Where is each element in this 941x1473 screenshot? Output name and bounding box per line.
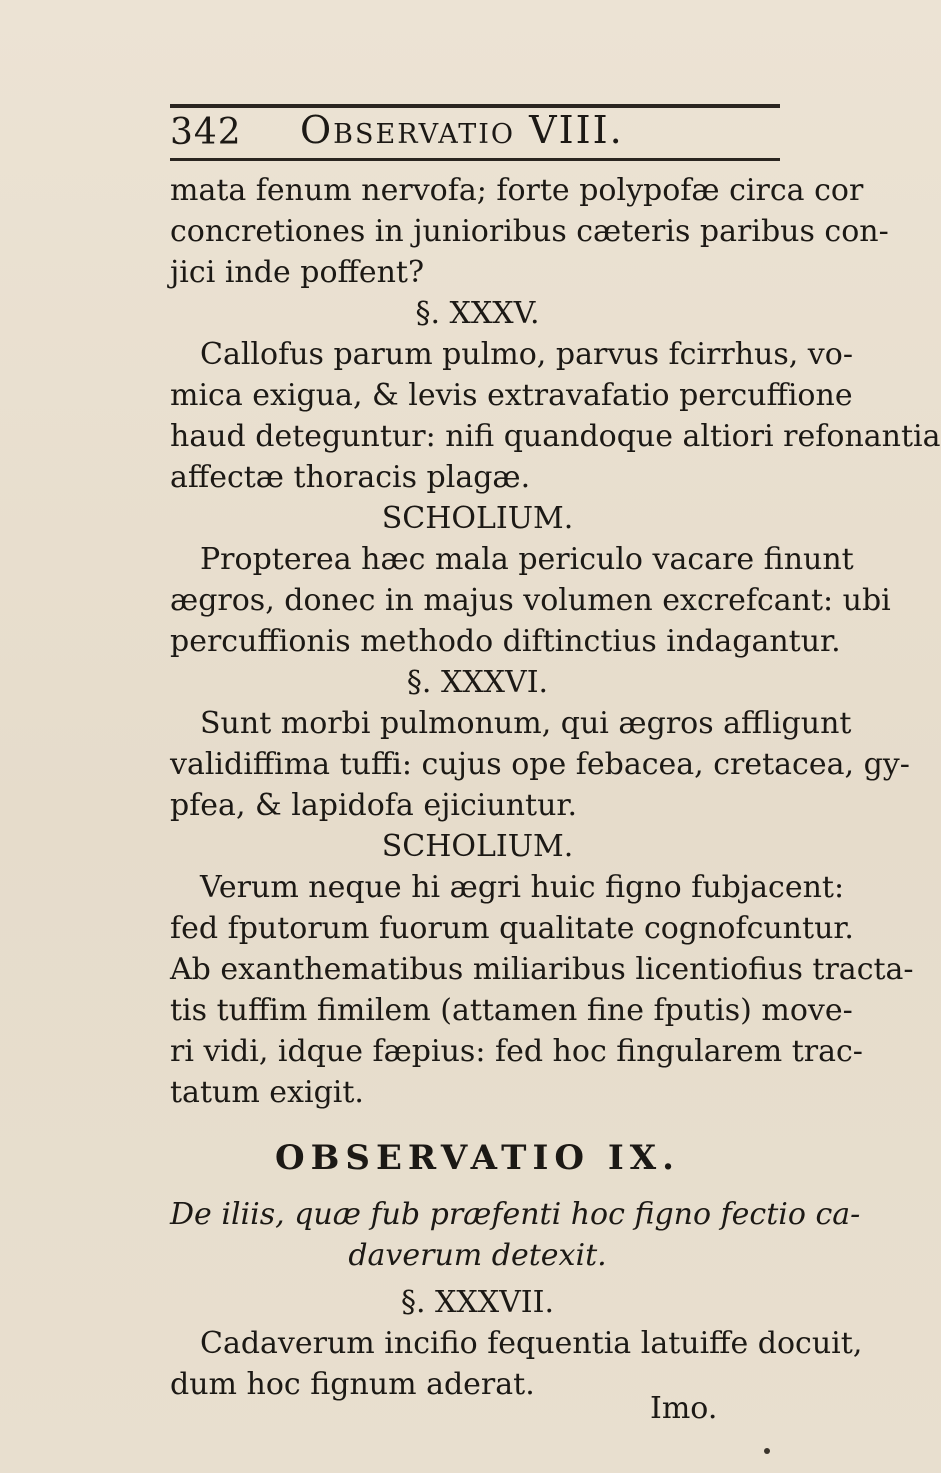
- text-line: Propterea hæc mala periculo vacare finunt: [200, 542, 854, 577]
- text-line: haud deteguntur: nifi quandoque altiori refonantia: [170, 419, 941, 454]
- body-text: [170, 170, 941, 1113]
- text-line: mata fenum nervofa; forte polypofæ circa cor: [170, 173, 864, 208]
- text-line: Verum neque hi ægri huic figno fubjacent:: [200, 870, 845, 905]
- scholium-heading: SCHOLIUM.: [381, 501, 574, 536]
- section-heading: §. XXXVI.: [406, 665, 549, 700]
- text-line: ri vidi, idque fæpius: fed hoc fingularem trac-: [170, 1034, 863, 1069]
- text-line: Sunt morbi pulmonum, qui ægros affligunt: [200, 706, 852, 741]
- page-number: 342: [170, 112, 242, 153]
- running-title: Observatio VIII.: [300, 108, 624, 152]
- text-line: validiffima tuffi: cujus ope febacea, cretacea, gy-: [170, 747, 910, 782]
- text-line: affectæ thoracis plagæ.: [170, 460, 531, 495]
- observation-subtitle-line: daverum detexit.: [348, 1238, 607, 1273]
- text-line: tatum exigit.: [170, 1075, 364, 1110]
- text-line: pfea, & lapidofa ejiciuntur.: [170, 788, 577, 823]
- header-rule-bottom: [170, 158, 780, 161]
- observation-title: OBSERVATIO IX.: [275, 1138, 680, 1178]
- text-line: Ab exanthematibus miliaribus licentiofius tracta-: [170, 952, 914, 987]
- catchword: Imo.: [650, 1391, 718, 1426]
- text-line: ægros, donec in majus volumen excrefcant: ubi: [170, 583, 891, 618]
- text-line: tis tuffim fimilem (attamen fine fputis) move-: [170, 993, 853, 1028]
- scholium-heading: SCHOLIUM.: [381, 829, 574, 864]
- section-heading: §. XXXVII.: [400, 1285, 555, 1320]
- observation-subtitle: [170, 1194, 861, 1276]
- observation-subtitle-line: De iliis, quæ fub præfenti hoc figno fectio ca-: [170, 1197, 861, 1232]
- observation-body: [170, 1282, 863, 1405]
- section-heading: §. XXXV.: [415, 296, 540, 331]
- text-line: concretiones in junioribus cæteris paribus con-: [170, 214, 889, 249]
- ink-speck: [764, 1448, 770, 1454]
- text-line: mica exigua, & levis extravafatio percuffione: [170, 378, 853, 413]
- text-line: Callofus parum pulmo, parvus fcirrhus, vo-: [200, 337, 853, 372]
- text-line: Cadaverum incifio fequentia latuiffe docuit,: [200, 1326, 863, 1361]
- text-line: percuffionis methodo diftinctius indagantur.: [170, 624, 841, 659]
- observation-ix: [170, 1138, 785, 1179]
- text-line: fed fputorum fuorum qualitate cognofcuntur.: [170, 911, 854, 946]
- text-line: dum hoc fignum aderat.: [170, 1367, 535, 1402]
- text-line: jici inde poffent?: [170, 255, 425, 290]
